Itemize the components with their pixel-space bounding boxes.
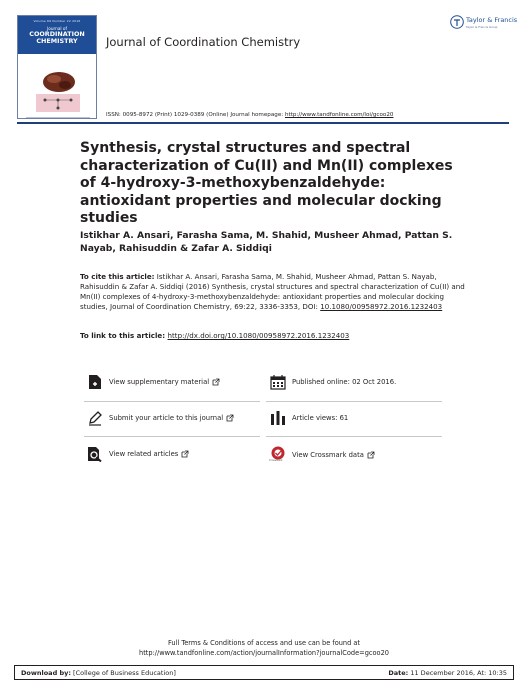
bar-chart-icon — [270, 410, 286, 426]
link-line — [80, 331, 480, 340]
views-label: Article views: 61 — [292, 414, 349, 422]
cover-title-line1: Journal of — [47, 26, 67, 31]
submit-label: Submit your article to this journal — [109, 414, 224, 422]
taylor-francis-logo-icon — [450, 15, 464, 29]
cover-formula-panel — [36, 94, 80, 112]
crossmark-label: View Crossmark data — [292, 451, 364, 459]
citation-block — [80, 272, 465, 312]
cite-text: Istikhar A. Ansari, Farasha Sama, M. Shahid, Musheer Ahmad, Pattan S. Nayab, Rahisuddin & Zafar A. Siddiqi (2016) Synthesis, crystal structures and spectral characterization of Cu(II) and Mn(II) complexes of 4-hydroxy-3-methoxybenzaldehyde: antioxidant properties and molecular docking studies, Journal of Coordination Chemistry, 69:22, 3336-3353, DOI: — [80, 272, 465, 311]
external-link-icon — [181, 450, 189, 458]
downloaded-value: [College of Business Education] — [70, 669, 176, 677]
downloaded-by — [21, 669, 176, 677]
crossmark-logo-text: CrossMark — [269, 459, 283, 462]
published-label: Published online: 02 Oct 2016. — [292, 378, 397, 386]
terms-line-1: Full Terms & Conditions of access and use can be found at — [167, 639, 361, 647]
terms-notice — [0, 639, 528, 658]
publisher-brand: Taylor & Francis — [466, 16, 518, 24]
view-related-link[interactable] — [87, 446, 189, 462]
link-label: To link to this article: — [80, 331, 168, 340]
journal-homepage-link[interactable]: http://www.tandfonline.com/loi/gcoo20 — [284, 112, 394, 118]
view-supplementary-link[interactable] — [87, 374, 220, 390]
journal-name[interactable]: Journal of Coordination Chemistry — [106, 35, 301, 49]
cite-doi-link[interactable]: 10.1080/00958972.2016.1232403 — [320, 302, 443, 311]
submit-article-link[interactable] — [87, 410, 234, 426]
article-doi-link[interactable]: http://dx.doi.org/10.1080/00958972.2016.1232403 — [167, 331, 350, 340]
date-value: 11 December 2016, At: 10:35 — [408, 669, 507, 677]
published-online-info — [270, 374, 396, 390]
calendar-icon — [270, 374, 286, 390]
publisher-tagline: Taylor & Francis Group — [466, 25, 498, 29]
actions-rule-2-left — [84, 436, 260, 437]
issn-text: ISSN: 0095-8972 (Print) 1029-0389 (Online) Journal homepage: — [106, 112, 285, 118]
downloaded-label: Download by: — [21, 669, 71, 677]
header-rule — [17, 122, 509, 124]
actions-rule-2-right — [266, 436, 442, 437]
related-label: View related articles — [109, 450, 179, 458]
terms-link[interactable]: http://www.tandfonline.com/action/journalInformation?journalCode=gcoo20 — [139, 648, 389, 657]
article-views-info — [270, 410, 348, 426]
cite-label: To cite this article: — [80, 272, 155, 281]
search-document-icon — [87, 446, 103, 462]
article-title: Synthesis, crystal structures and spectral characterization of Cu(II) and Mn(II) complexes of 4-hydroxy-3-methoxybenzaldehyde: antioxidant properties and molecular docking studies — [80, 140, 453, 226]
cover-molecule-image — [42, 71, 76, 93]
cover-small-text: Volume 69 Number 22 2016 — [33, 19, 81, 23]
crossmark-icon — [270, 446, 286, 460]
download-info-bar — [14, 665, 514, 680]
issn-line — [106, 112, 393, 118]
cover-rule — [26, 117, 90, 118]
external-link-icon — [212, 378, 220, 386]
taylor-francis-logo[interactable] — [450, 14, 518, 34]
view-crossmark-link[interactable] — [270, 446, 375, 464]
supplementary-label: View supplementary material — [109, 378, 210, 386]
date-label: Date: — [388, 669, 409, 677]
actions-rule-1-left — [84, 401, 260, 402]
pencil-icon — [87, 410, 103, 426]
external-link-icon — [226, 414, 234, 422]
external-link-icon — [367, 451, 375, 459]
cover-title-line2: COORDINATION — [29, 30, 85, 38]
article-authors: Istikhar A. Ansari, Farasha Sama, M. Shahid, Musheer Ahmad, Pattan S. Nayab, Rahisuddin & Zafar A. Siddiqi — [80, 230, 453, 254]
crossmark-logo — [270, 446, 286, 464]
cover-formula-image — [36, 94, 80, 112]
cover-journal-title — [18, 26, 96, 45]
actions-rule-1-right — [266, 401, 442, 402]
journal-cover-thumbnail — [17, 15, 97, 119]
document-plus-icon — [87, 374, 103, 390]
cover-title-line3: CHEMISTRY — [36, 37, 78, 45]
download-date — [388, 669, 507, 677]
